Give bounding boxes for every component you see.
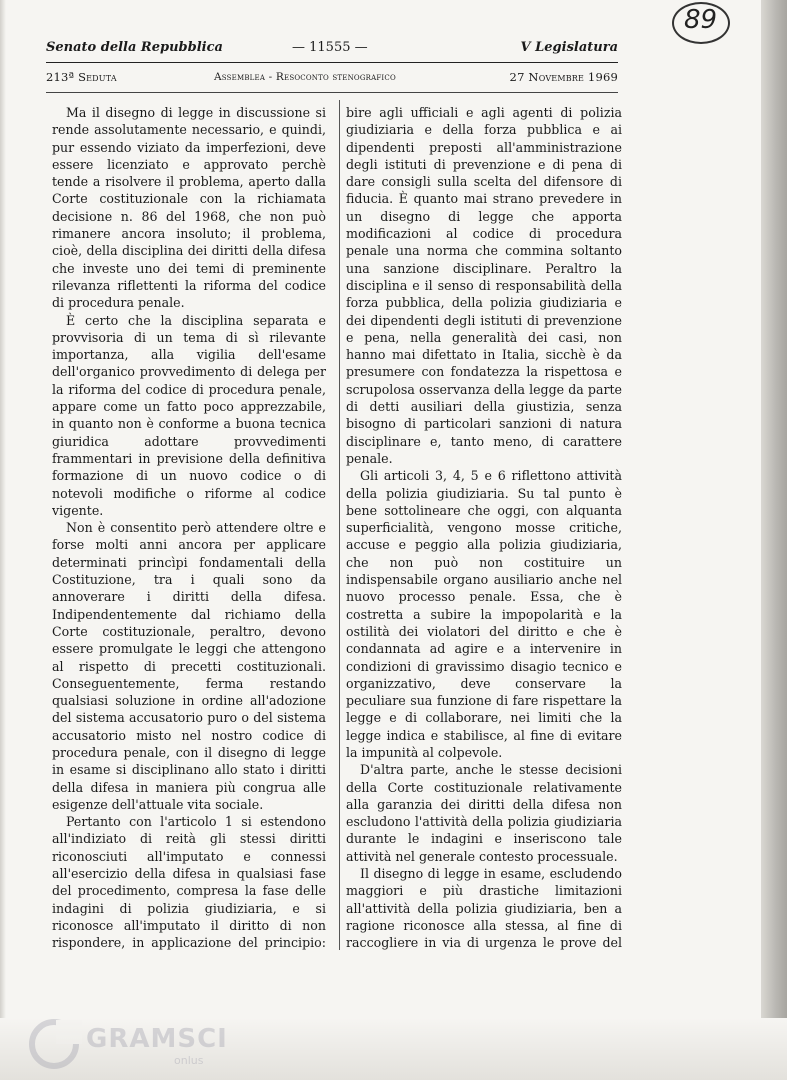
header-section: Assemblea - Resoconto stenografico <box>214 71 396 83</box>
header-rule <box>46 62 618 63</box>
left-column <box>52 104 326 954</box>
header-institution: Senato della Repubblica <box>46 40 223 55</box>
watermark-brand: GRAMSCI <box>86 1024 228 1054</box>
right-column <box>346 104 622 954</box>
running-header <box>46 40 618 60</box>
paragraph: È certo che la disciplina separata e provvisoria di un tema di sì rilevante importanza, alla vigilia dell'esame dell'organico provvedimento di delega per la riforma del codice di procedura penale, appare come un fatto poco apprezzabile, in quanto non è conforme a buona tecnica giuridica adottare provvedimenti frammentari in previsione della definitiva formazione di un nuovo codice o di notevoli modifiche o riforme al codice vigente. <box>52 312 326 518</box>
paragraph: D'altra parte, anche le stesse decisioni della Corte costituzionale relativamente alla garanzia dei diritti della difesa non escludono l'attività della polizia giudiziaria durante le indagini e inseriscono tale attività nel generale contesto processuale. <box>346 762 622 864</box>
header-date: 27 Novembre 1969 <box>509 70 618 84</box>
page-mark-number: 89 <box>684 5 718 35</box>
paragraph: Non è consentito però attendere oltre e forse molti anni ancora per applicare determinati princìpi fondamentali della Costituzione, tra i quali sono da annoverare i diritti della difesa. Indipendentemente dal richiamo della Corte costituzionale, peraltro, devono essere promulgate le leggi che attengono al rispetto di precetti costituzionali. Conseguentemente, ferma restando qualsiasi soluzione in ordine all'adozione del sistema accusatorio puro o del sistema accusatorio misto nel nostro codice di procedura penale, con il disegno di legge in esame si disciplinano allo stato i diritti della difesa in maniera più congrua alle esigenze dell'attuale vita sociale. <box>52 520 326 812</box>
handwritten-page-number <box>672 2 730 44</box>
paragraph-end <box>217 953 221 954</box>
paragraph-text: Pertanto con l'articolo 1 si estendono all'indiziato di reità gli stessi diritti riconosciuti all'imputato e connessi all'esercizio della difesa in qualsiasi fase del procedimento, compresa la fase delle indagini di polizia giudiziaria, e si riconosce all'imputato il diritto di non rispondere, in applicazione del principio: <box>52 814 326 951</box>
scan-shadow-left <box>0 0 6 1080</box>
gramsci-logo-icon <box>26 1014 82 1070</box>
paragraph: Gli articoli 3, 4, 5 e 6 riflettono attività della polizia giudiziaria. Su tal punto è bene sottolineare che oggi, con alquanta superficialità, vengono mosse critiche, accuse e peggio alla polizia giudiziaria, che non può non costituire un indispensabile organo ausiliario anche nel nuovo processo penale. Essa, che è costretta a subire la impopolarità e la ostilità dei violatori del diritto e che è condannata ad agire e a intervenire in condizioni di gravissimo disagio tecnico e organizzativo, deve conservare la peculiare sua funzione di fare rispettare la legge e di collaborare, nei limiti che la legge indica e stabilisce, al fine di evitare la impunità al colpevole. <box>346 468 622 760</box>
watermark-sub: onlus <box>174 1054 204 1067</box>
gramsci-watermark <box>26 1014 266 1074</box>
scan-shadow-right <box>761 0 787 1080</box>
latin-phrase <box>52 953 217 954</box>
header-page-number: — 11555 — <box>292 40 368 55</box>
header-session: 213ª Seduta <box>46 70 117 84</box>
session-header <box>46 70 618 88</box>
column-divider <box>339 100 340 950</box>
header-legislature: V Legislatura <box>520 40 618 55</box>
session-rule <box>46 92 618 93</box>
paragraph <box>52 813 326 954</box>
paragraph: Il disegno di legge in esame, escludendo maggiori e più drastiche limitazioni all'attività della polizia giudiziaria, ben a ragione riconosce alla stessa, al fine di raccogliere in via di urgenza le prove del <box>346 866 622 951</box>
paragraph: Ma il disegno di legge in discussione si rende assolutamente necessario, e quindi, pur essendo viziato da imperfezioni, deve essere licenziato e approvato perchè tende a risolvere il problema, aperto dalla Corte costituzionale con la richiamata decisione n. 86 del 1968, che non può rimanere ancora insoluto; il problema, cioè, della disciplina dei diritti della difesa che investe uno dei temi di preminente rilevanza riflettenti la riforma del codice di procedura penale. <box>52 105 326 311</box>
paragraph-continuation: bire agli ufficiali e agli agenti di polizia giudiziaria e della forza pubblica e ai dipendenti preposti all'amministrazione degli istituti di prevenzione e di pena di dare consigli sulla scelta del difensore di fiducia. È quanto mai strano prevedere in un disegno di legge che apporta modificazioni al codice di procedura penale una norma che commina soltanto una sanzione disciplinare. Peraltro la disciplina e il senso di responsabilità della forza pubblica, della polizia giudiziaria e dei dipendenti degli istituti di prevenzione e pena, nella generalità dei casi, non hanno mai difettato in Italia, sicchè è da presumere con fondatezza la rispettosa e scrupolosa osservanza della legge da parte di detti ausiliari della giustizia, senza bisogno di particolari sanzioni di natura disciplinare e, tanto meno, di carattere penale. <box>346 105 622 466</box>
